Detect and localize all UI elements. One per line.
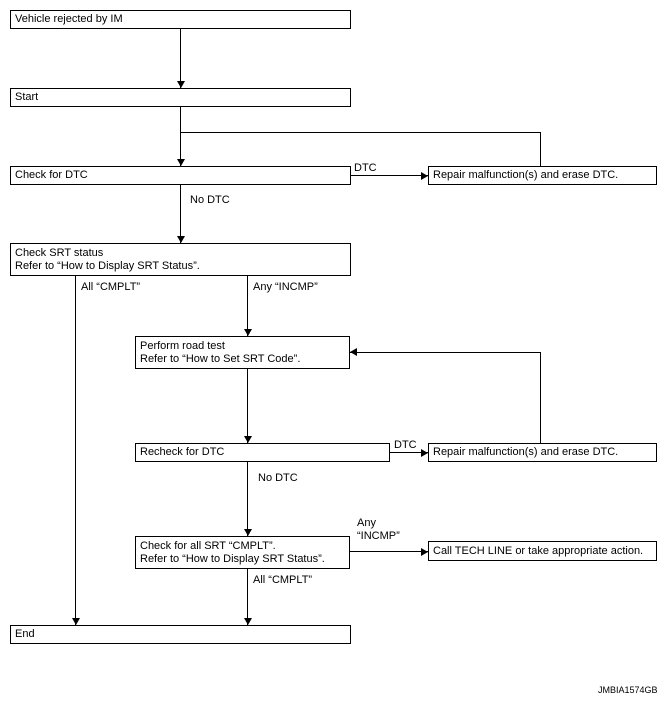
node-repair-erase-dtc-top <box>428 166 657 185</box>
connector-loop-mid-horizontal <box>350 352 541 353</box>
connector-loop-top-horizontal <box>180 132 541 133</box>
edge-label-no-dtc-top: No DTC <box>190 194 230 206</box>
node-call-tech-line-label: Call TECH LINE or take appropriate action. <box>433 544 644 557</box>
node-recheck-dtc <box>135 443 390 462</box>
connector-checkall-to-end <box>247 569 248 625</box>
arrowhead-into-end-left <box>72 618 80 625</box>
connector-checkall-to-calltech <box>350 551 428 552</box>
arrowhead-into-start <box>177 81 185 88</box>
edge-label-no-dtc-bottom: No DTC <box>258 472 298 484</box>
node-call-tech-line <box>428 541 657 561</box>
arrowhead-into-repair-top <box>421 172 428 180</box>
arrowhead-into-recheck <box>244 436 252 443</box>
edge-label-any-incmp-bottom-line1: Any <box>357 517 376 529</box>
node-check-all-srt-cmplt-line2: Refer to “How to Display SRT Status”. <box>140 552 325 565</box>
node-perform-road-test <box>135 336 350 369</box>
edge-label-all-cmplt-left: All “CMPLT” <box>81 281 141 293</box>
node-start-label: Start <box>15 91 39 103</box>
node-vehicle-rejected <box>10 10 351 29</box>
connector-start-to-checkdtc <box>180 107 181 166</box>
node-repair-erase-dtc-bottom-label: Repair malfunction(s) and erase DTC. <box>433 446 619 458</box>
node-start <box>10 88 351 107</box>
connector-checksrt-to-roadtest <box>247 276 248 336</box>
arrowhead-into-checksrt <box>177 236 185 243</box>
node-repair-erase-dtc-top-label: Repair malfunction(s) and erase DTC. <box>433 169 619 181</box>
connector-vehicle-to-start <box>180 29 181 88</box>
node-end-label: End <box>15 628 35 640</box>
connector-checkdtc-to-checksrt <box>180 185 181 243</box>
node-check-dtc <box>10 166 351 185</box>
arrowhead-into-checkdtc <box>177 159 185 166</box>
node-vehicle-rejected-label: Vehicle rejected by IM <box>15 13 123 25</box>
connector-recheck-to-checkall <box>247 462 248 536</box>
node-check-all-srt-cmplt <box>135 536 350 569</box>
arrowhead-loop-into-roadtest <box>350 348 357 356</box>
node-recheck-dtc-label: Recheck for DTC <box>140 446 225 458</box>
edge-label-any-incmp-right: Any “INCMP” <box>253 281 318 293</box>
edge-label-all-cmplt-bottom: All “CMPLT” <box>253 574 313 586</box>
arrowhead-into-end-mid <box>244 618 252 625</box>
edge-label-dtc-bottom: DTC <box>394 439 417 451</box>
arrowhead-into-checkall <box>244 529 252 536</box>
node-check-all-srt-cmplt-line1: Check for all SRT “CMPLT”. <box>140 539 276 552</box>
arrowhead-into-repair-bottom <box>421 449 428 457</box>
arrowhead-into-calltech <box>421 548 428 556</box>
node-check-dtc-label: Check for DTC <box>15 169 88 181</box>
figure-id: JMBIA1574GB <box>598 685 658 695</box>
node-end <box>10 625 351 644</box>
connector-checkdtc-to-repair-top <box>351 175 428 176</box>
connector-loop-mid-vertical <box>540 352 541 443</box>
connector-roadtest-to-recheck <box>247 369 248 443</box>
node-repair-erase-dtc-bottom <box>428 443 657 462</box>
node-perform-road-test-line2: Refer to “How to Set SRT Code”. <box>140 352 301 365</box>
edge-label-any-incmp-bottom-line2: “INCMP” <box>357 530 400 542</box>
node-check-srt-status-line2: Refer to “How to Display SRT Status”. <box>15 259 200 272</box>
arrowhead-into-roadtest <box>244 329 252 336</box>
node-check-srt-status-line1: Check SRT status <box>15 246 104 259</box>
connector-checksrt-to-end-left <box>75 276 76 625</box>
connector-loop-top-vertical <box>540 132 541 166</box>
node-check-srt-status <box>10 243 351 276</box>
edge-label-dtc-top: DTC <box>354 162 377 174</box>
edge-label-any-incmp-bottom <box>356 517 401 543</box>
node-perform-road-test-line1: Perform road test <box>140 339 225 352</box>
